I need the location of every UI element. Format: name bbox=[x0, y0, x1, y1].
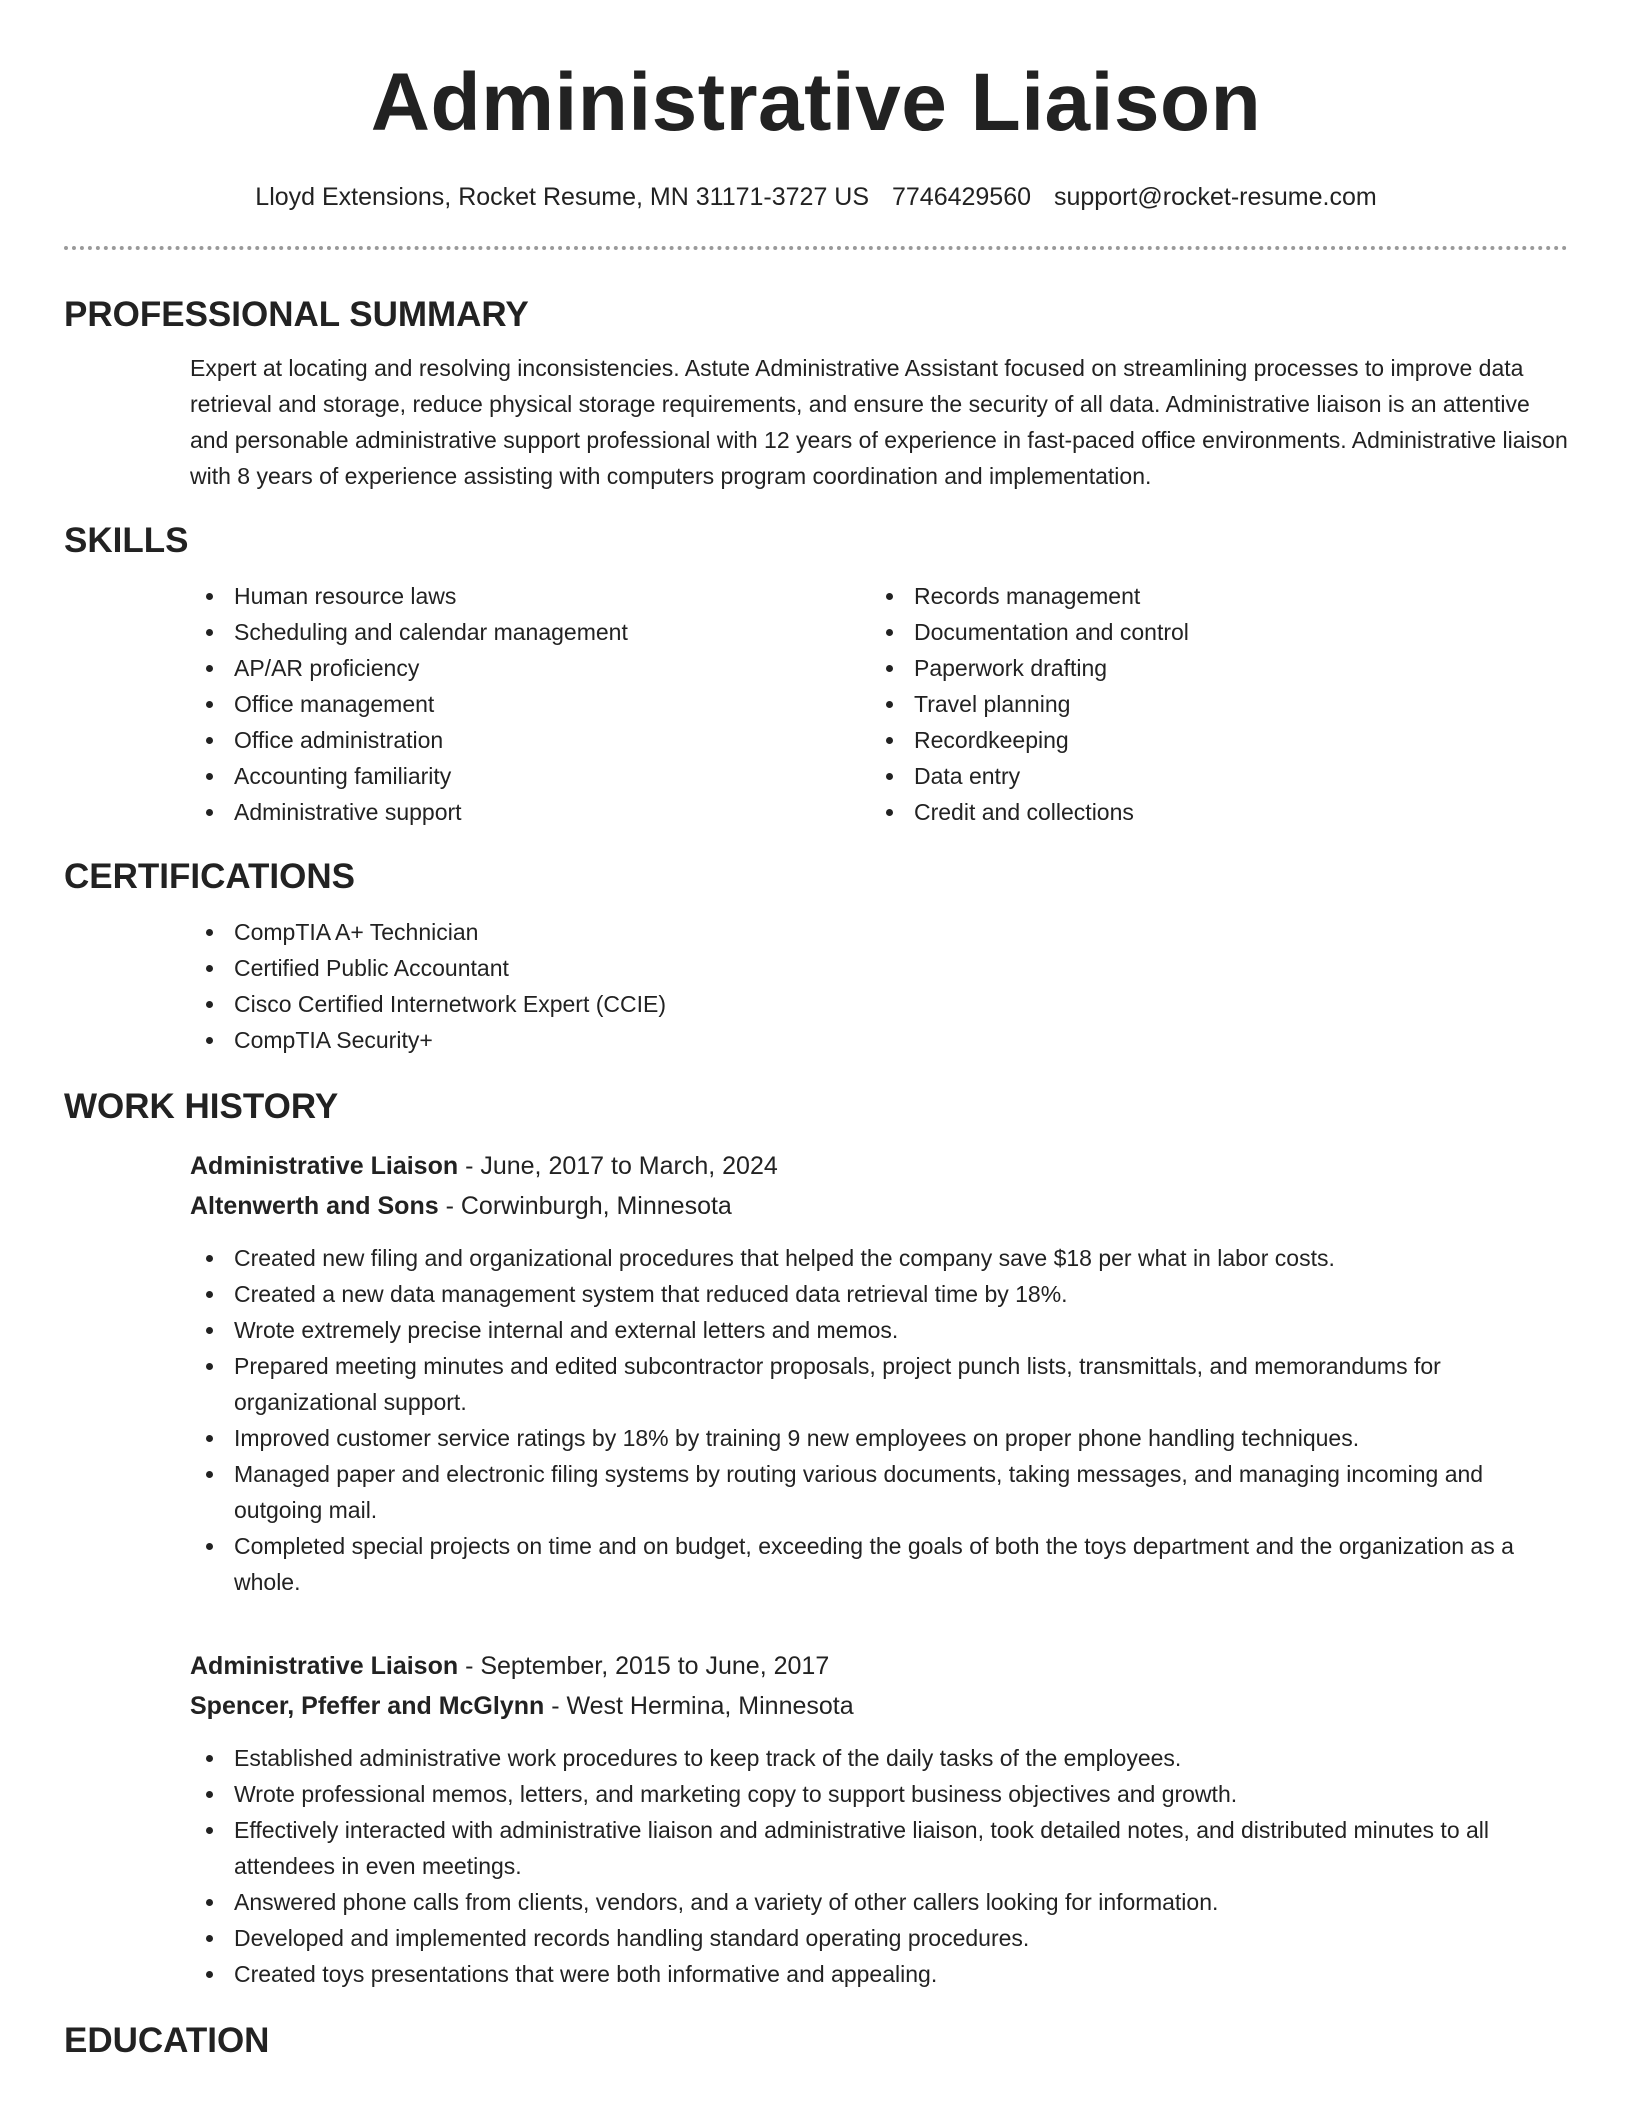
certifications-heading: CERTIFICATIONS bbox=[64, 857, 356, 896]
list-item: CompTIA Security+ bbox=[190, 1022, 1568, 1058]
job-location: - West Hermina, Minnesota bbox=[544, 1692, 854, 1720]
summary-body bbox=[190, 350, 1568, 494]
resume-name: Administrative Liaison bbox=[370, 57, 1262, 148]
job-company: Altenwerth and Sons bbox=[190, 1192, 439, 1220]
list-item: Managed paper and electronic filing systems by routing various documents, taking messages, and managing incoming and outgoing mail. bbox=[190, 1456, 1568, 1528]
job-title-line bbox=[190, 1146, 1568, 1186]
certifications-body bbox=[190, 914, 1568, 1058]
list-item: Certified Public Accountant bbox=[190, 950, 1568, 986]
list-item: Office management bbox=[190, 686, 870, 722]
job-dates: - September, 2015 to June, 2017 bbox=[458, 1652, 830, 1680]
contact-line bbox=[64, 182, 1568, 212]
job-company: Spencer, Pfeffer and McGlynn bbox=[190, 1692, 545, 1720]
job-location: - Corwinburgh, Minnesota bbox=[438, 1192, 732, 1220]
list-item: Accounting familiarity bbox=[190, 758, 870, 794]
list-item: Prepared meeting minutes and edited subcontractor proposals, project punch lists, transmittals, and memorandums for organizational support. bbox=[190, 1348, 1568, 1420]
list-item: Completed special projects on time and on budget, exceeding the goals of both the toys department and the organization as a whole. bbox=[190, 1528, 1568, 1600]
skills-columns bbox=[190, 578, 1568, 830]
list-item: Created toys presentations that were both informative and appealing. bbox=[190, 1956, 1568, 1992]
list-item: Recordkeeping bbox=[870, 722, 1550, 758]
list-item: Developed and implemented records handling standard operating procedures. bbox=[190, 1920, 1568, 1956]
job-entry bbox=[190, 1646, 1568, 1992]
list-item: Created new filing and organizational procedures that helped the company save $18 per what in labor costs. bbox=[190, 1240, 1568, 1276]
summary-heading: PROFESSIONAL SUMMARY bbox=[64, 295, 529, 334]
contact-address: Lloyd Extensions, Rocket Resume, MN 31171-3727 US bbox=[255, 183, 870, 211]
list-item: Cisco Certified Internetwork Expert (CCIE) bbox=[190, 986, 1568, 1022]
list-item: Travel planning bbox=[870, 686, 1550, 722]
certifications-section bbox=[64, 856, 1568, 1058]
job-title-line bbox=[190, 1646, 1568, 1686]
list-item: Improved customer service ratings by 18% by training 9 new employees on proper phone handling techniques. bbox=[190, 1420, 1568, 1456]
summary-text: Expert at locating and resolving inconsistencies. Astute Administrative Assistant focused on streamlining processes to improve data retrieval and storage, reduce physical storage requirements, and ensure the security of all data. Administrative liaison is an attentive and personable administrative support professional with 12 years of experience in fast-paced office environments. Administrative liaison with 8 years of experience assisting with computers program coordination and implementation. bbox=[190, 355, 1568, 489]
job-company-line bbox=[190, 1686, 1568, 1726]
list-item: Human resource laws bbox=[190, 578, 870, 614]
job-bullets bbox=[190, 1740, 1568, 1992]
list-item: Credit and collections bbox=[870, 794, 1550, 830]
certifications-list bbox=[190, 914, 1568, 1058]
job-bullets bbox=[190, 1240, 1568, 1600]
skills-heading: SKILLS bbox=[64, 521, 189, 560]
list-item: Wrote professional memos, letters, and marketing copy to support business objectives and growth. bbox=[190, 1776, 1568, 1812]
contact-phone: 7746429560 bbox=[891, 183, 1032, 211]
job-entry bbox=[190, 1146, 1568, 1600]
skills-list-right bbox=[870, 578, 1550, 830]
list-item: Answered phone calls from clients, vendors, and a variety of other callers looking for information. bbox=[190, 1884, 1568, 1920]
list-item: Wrote extremely precise internal and external letters and memos. bbox=[190, 1312, 1568, 1348]
contact-email: support@rocket-resume.com bbox=[1053, 183, 1377, 211]
list-item: Administrative support bbox=[190, 794, 870, 830]
job-company-line bbox=[190, 1186, 1568, 1226]
list-item: AP/AR proficiency bbox=[190, 650, 870, 686]
education-section bbox=[64, 2020, 1568, 2062]
list-item: Office administration bbox=[190, 722, 870, 758]
list-item: Established administrative work procedures to keep track of the daily tasks of the employees. bbox=[190, 1740, 1568, 1776]
list-item: Data entry bbox=[870, 758, 1550, 794]
work-history-section bbox=[64, 1086, 1568, 1992]
list-item: Scheduling and calendar management bbox=[190, 614, 870, 650]
job-dates: - June, 2017 to March, 2024 bbox=[458, 1152, 778, 1180]
skills-list-left bbox=[190, 578, 870, 830]
list-item: Effectively interacted with administrative liaison and administrative liaison, took detailed notes, and distributed minutes to all attendees in even meetings. bbox=[190, 1812, 1568, 1884]
list-item: Documentation and control bbox=[870, 614, 1550, 650]
education-heading: EDUCATION bbox=[64, 2021, 270, 2060]
skills-section bbox=[64, 520, 1568, 830]
list-item: Paperwork drafting bbox=[870, 650, 1550, 686]
job-title: Administrative Liaison bbox=[190, 1152, 459, 1180]
work-history-heading: WORK HISTORY bbox=[64, 1087, 339, 1126]
summary-section bbox=[64, 294, 1568, 494]
resume-page bbox=[64, 0, 1568, 2062]
list-item: Created a new data management system that reduced data retrieval time by 18%. bbox=[190, 1276, 1568, 1312]
job-title: Administrative Liaison bbox=[190, 1652, 459, 1680]
list-item: CompTIA A+ Technician bbox=[190, 914, 1568, 950]
list-item: Records management bbox=[870, 578, 1550, 614]
header-divider bbox=[64, 246, 1568, 250]
